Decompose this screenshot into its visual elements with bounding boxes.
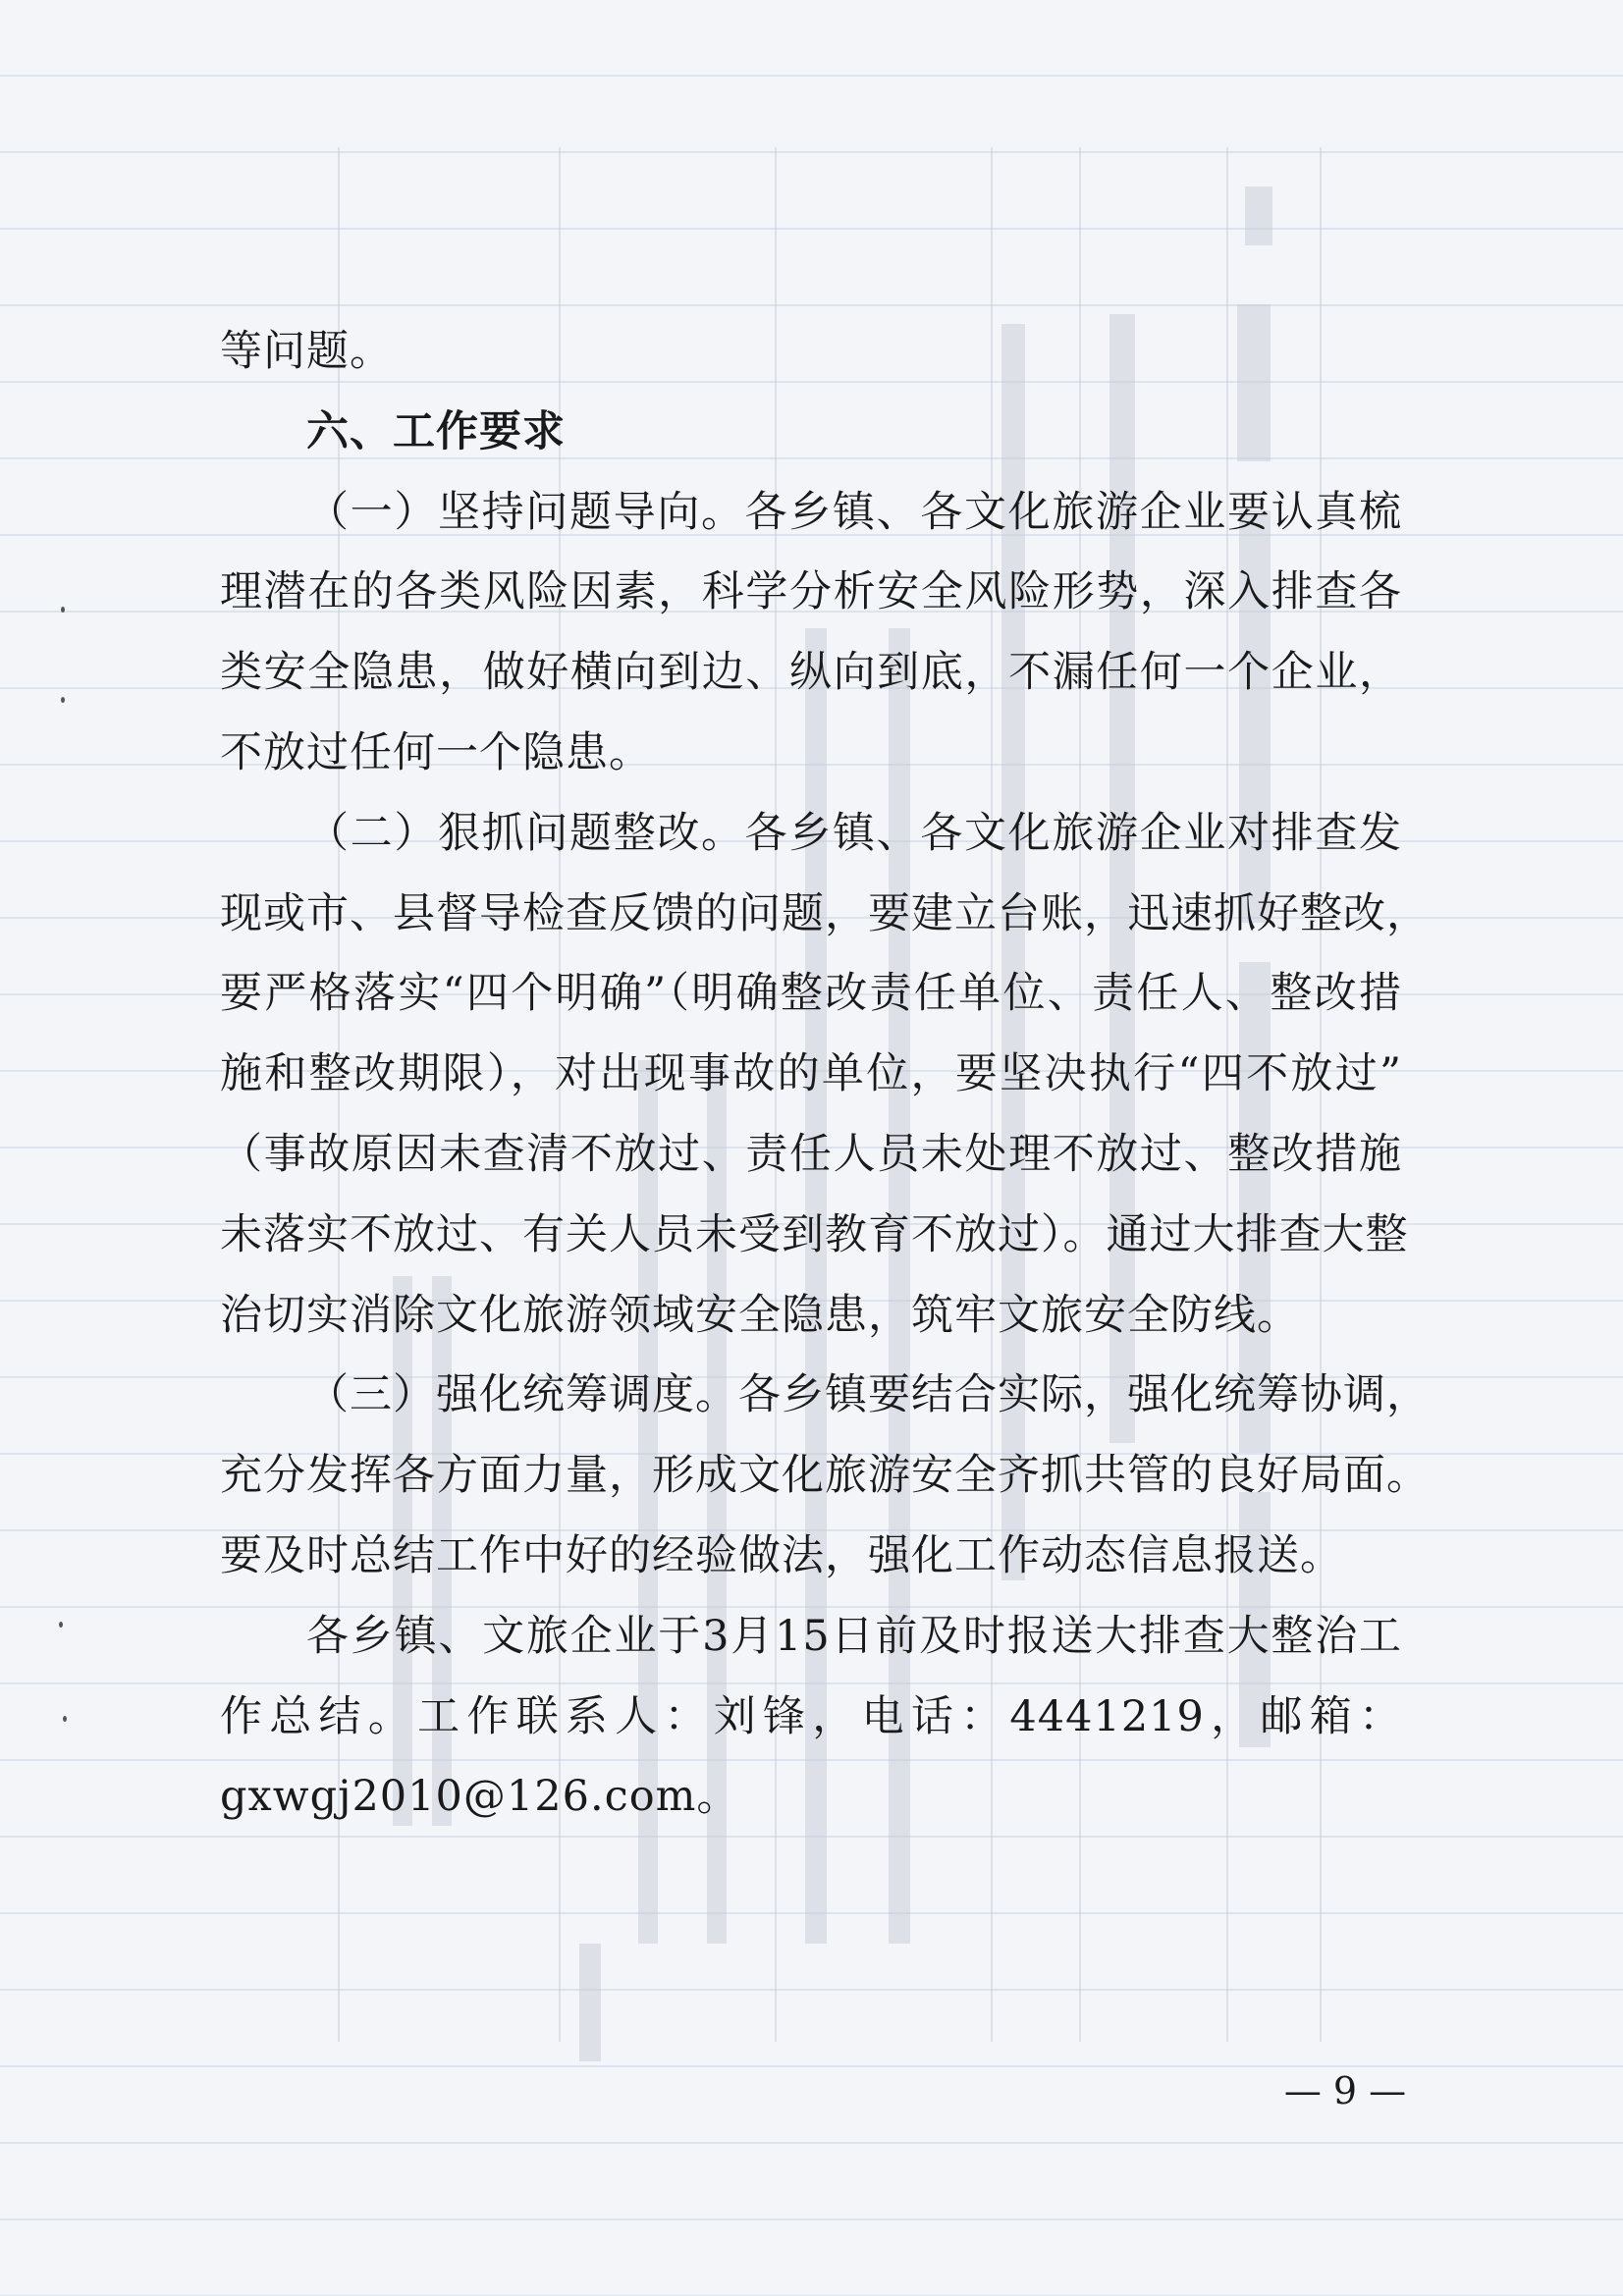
- body-text: [220, 312, 1430, 1838]
- section-heading: 六、工作要求: [306, 406, 566, 456]
- paragraph-line: （二）狠抓问题整改。各乡镇、各文化旅游企业对排查发: [306, 808, 1402, 858]
- paragraph-line: 理潜在的各类风险因素，科学分析安全风险形势，深入排查各: [220, 567, 1402, 617]
- paragraph-line: 施和整改期限），对出现事故的单位，要坚决执行“四不放过”: [220, 1049, 1402, 1099]
- paragraph-line: 要及时总结工作中好的经验做法，强化工作动态信息报送。: [220, 1530, 1343, 1580]
- scan-mark: [63, 1716, 67, 1722]
- page-number: — 9 —: [1283, 2069, 1407, 2112]
- paragraph-line: 充分发挥各方面力量，形成文化旅游安全齐抓共管的良好局面。: [220, 1451, 1430, 1501]
- paragraph-line: gxwgj2010@126.com。: [220, 1772, 740, 1822]
- paragraph-line: （一）坚持问题导向。各乡镇、各文化旅游企业要认真梳: [306, 487, 1402, 537]
- paragraph-line: 不放过任何一个隐患。: [220, 727, 652, 777]
- paragraph-line: （事故原因未查清不放过、责任人员未处理不放过、整改措施: [220, 1129, 1402, 1179]
- paragraph-line: 要严格落实“四个明确”（明确整改责任单位、责任人、整改措: [220, 969, 1402, 1019]
- paragraph-line: 类安全隐患，做好横向到边、纵向到底，不漏任何一个企业，: [220, 648, 1402, 698]
- paragraph-line: 作总结。工作联系人：刘锋，电话：4441219，邮箱：: [220, 1691, 1402, 1741]
- scan-mark: [59, 1622, 63, 1628]
- paragraph-line: 现或市、县督导检查反馈的问题，要建立台账，迅速抓好整改，: [220, 888, 1430, 938]
- paragraph-line: 各乡镇、文旅企业于3月15日前及时报送大排查大整治工: [306, 1611, 1402, 1661]
- scan-mark: [61, 607, 65, 613]
- scan-mark: [61, 697, 65, 703]
- paragraph-line: 治切实消除文化旅游领域安全隐患，筑牢文旅安全防线。: [220, 1290, 1300, 1340]
- paragraph-line: 等问题。: [220, 327, 393, 376]
- paragraph-line: 未落实不放过、有关人员未受到教育不放过）。通过大排查大整: [220, 1209, 1409, 1259]
- paragraph-line: （三）强化统筹调度。各乡镇要结合实际，强化统筹协调，: [306, 1370, 1430, 1420]
